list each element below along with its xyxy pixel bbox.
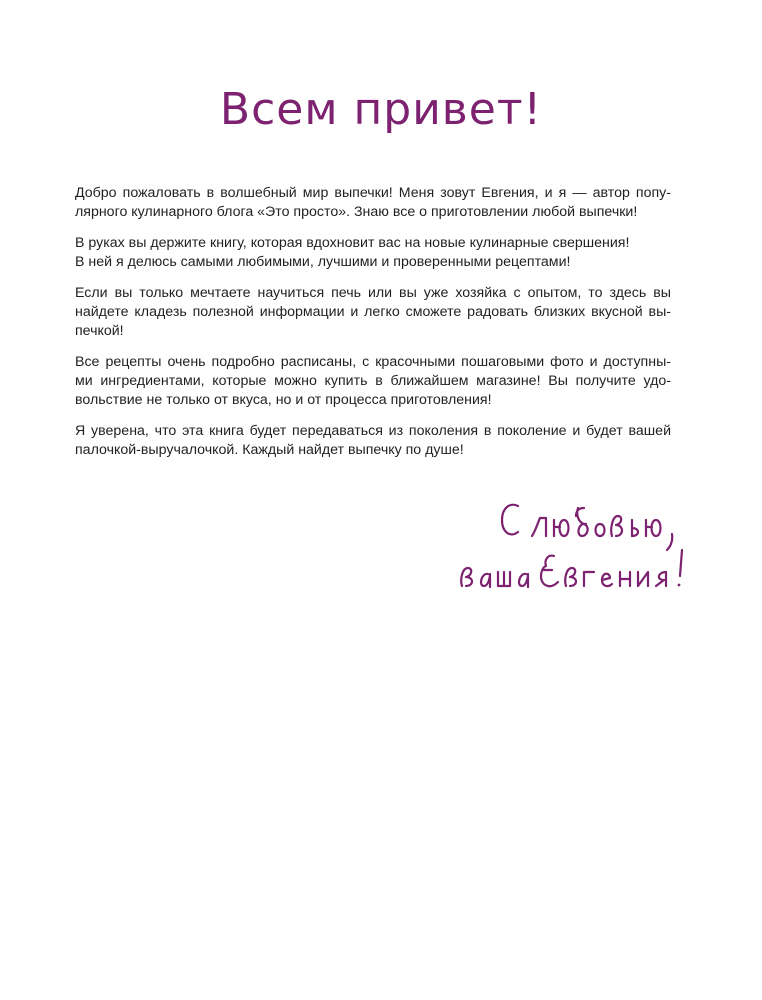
text-line: печкой! bbox=[75, 323, 124, 339]
paragraph-5 bbox=[75, 422, 671, 460]
page-title: Всем привет! bbox=[219, 84, 543, 135]
text-line: лярного кулинарного блога «Это просто». Знаю все о приготовлении любой выпечки! bbox=[75, 204, 638, 220]
paragraph-3 bbox=[75, 284, 671, 341]
text-line: Если вы только мечтаете научиться печь или вы уже хозяйка с опытом, то здесь вы bbox=[75, 285, 671, 301]
paragraph-2 bbox=[75, 234, 671, 272]
intro-text bbox=[75, 184, 671, 472]
paragraph-4 bbox=[75, 353, 671, 410]
text-line: Все рецепты очень подробно расписаны, с красочными пошаговыми фото и доступны- bbox=[75, 354, 671, 370]
text-line: Добро пожаловать в волшебный мир выпечки! Меня зовут Евгения, и я — автор попу- bbox=[75, 185, 671, 201]
handwritten-signature bbox=[460, 494, 690, 594]
text-line: вольствие не только от вкуса, но и от процесса приготовления! bbox=[75, 392, 492, 408]
paragraph-1 bbox=[75, 184, 671, 222]
text-line: Я уверена, что эта книга будет передаваться из поколения в поколение и будет вашей bbox=[75, 423, 671, 439]
text-line: найдете кладезь полезной информации и легко сможете радовать близких вкусной вы- bbox=[75, 304, 671, 320]
text-line: палочкой-выручалочкой. Каждый найдет выпечку по душе! bbox=[75, 442, 464, 458]
text-line: В ней я делюсь самыми любимыми, лучшими и проверенными рецептами! bbox=[75, 254, 571, 270]
text-line: ми ингредиентами, которые можно купить в ближайшем магазине! Вы получите удо- bbox=[75, 373, 671, 389]
text-line: В руках вы держите книгу, которая вдохновит вас на новые кулинарные свершения! bbox=[75, 235, 630, 251]
